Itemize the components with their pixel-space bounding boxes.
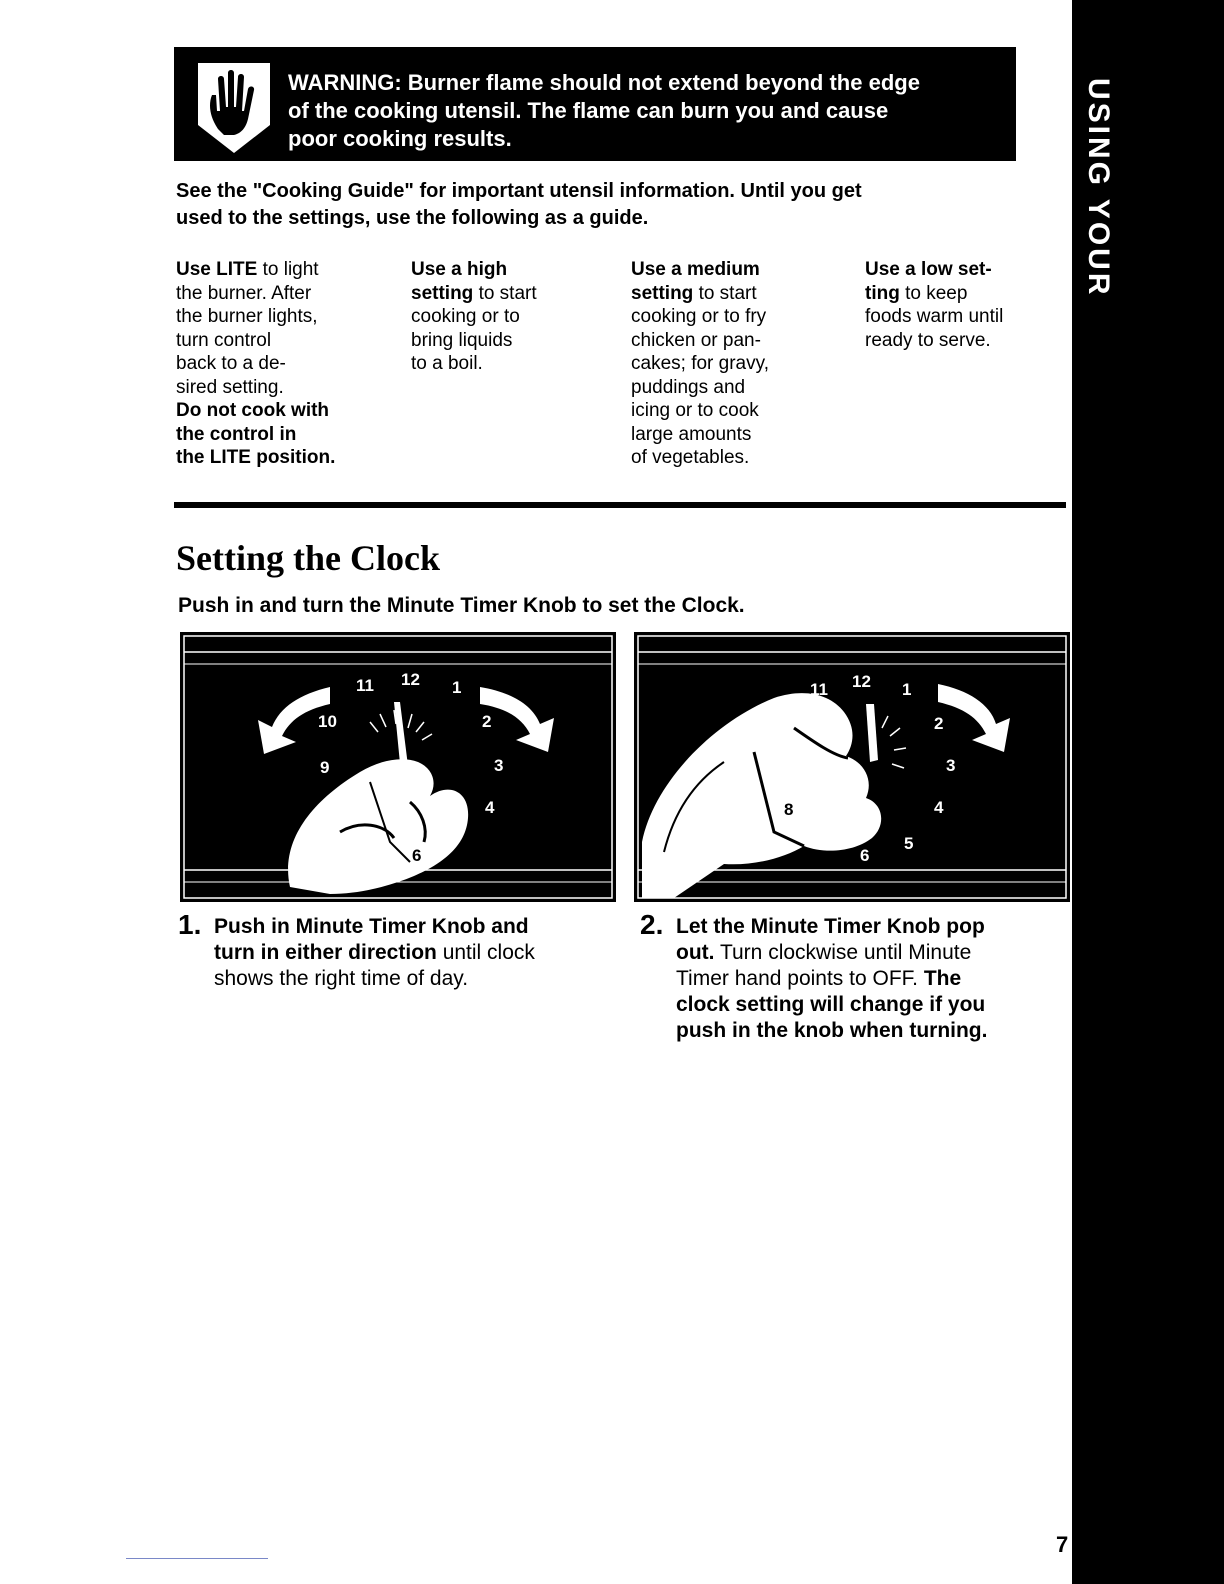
section-divider	[174, 502, 1066, 508]
guide-column-high	[411, 258, 621, 376]
warning-line: WARNING: Burner flame should not extend beyond the edge	[288, 70, 920, 95]
dial-number: 6	[412, 846, 422, 865]
guide-warning: the LITE position.	[176, 447, 336, 468]
guide-text: bring liquids	[411, 329, 513, 351]
dial-number: 2	[934, 714, 944, 733]
guide-column-lite	[176, 258, 386, 470]
step-bold: The	[923, 967, 962, 990]
intro-line: See the "Cooking Guide" for important utensil information. Until you get	[176, 180, 862, 202]
side-tab-label: USING YOUR RANGE	[1042, 78, 1115, 298]
dial-number: 1	[452, 678, 462, 697]
guide-lead: ting	[865, 282, 900, 304]
guide-text: sired setting.	[176, 376, 284, 398]
guide-text: to start	[698, 282, 757, 304]
warning-box	[174, 47, 1016, 161]
dial-numbers-2	[634, 632, 1070, 902]
guide-text: to start	[478, 282, 537, 304]
dial-number: 4	[934, 798, 944, 817]
guide-lead: Use a high	[411, 259, 508, 280]
dial-number: 12	[401, 670, 420, 689]
guide-lead: Use LITE	[176, 259, 258, 280]
warning-line: of the cooking utensil. The flame can burn you and cause	[288, 98, 889, 123]
step-normal: Timer hand points to OFF.	[676, 967, 918, 990]
step-bold: Let the Minute Timer Knob pop	[676, 915, 985, 938]
guide-warning: the control in	[176, 423, 297, 445]
step-normal: Turn clockwise until Minute	[719, 941, 972, 964]
guide-text: puddings and	[631, 376, 746, 398]
step-bold: push in the knob when turning.	[676, 1019, 988, 1042]
section-subtitle: Push in and turn the Minute Timer Knob to set the Clock.	[178, 594, 745, 617]
step-bold: out.	[676, 941, 715, 964]
guide-column-medium	[631, 258, 851, 470]
dial-number: 11	[356, 676, 374, 695]
footer-line	[126, 1558, 268, 1559]
dial-number: 1	[902, 680, 912, 699]
guide-lead: Use a low set-	[865, 259, 992, 280]
intro-line: used to the settings, use the following as a guide.	[176, 207, 649, 229]
guide-text: cakes; for gravy,	[631, 353, 769, 374]
guide-text: back to a de-	[176, 353, 286, 374]
page-number: 7	[1056, 1532, 1069, 1557]
warning-text	[288, 69, 1003, 153]
guide-text: foods warm until	[865, 306, 1004, 327]
dial-number: 2	[482, 712, 492, 731]
dial-number: 3	[946, 756, 956, 775]
dial-number: 12	[852, 672, 871, 691]
guide-lead: setting	[631, 282, 694, 304]
intro-paragraph	[176, 178, 1026, 232]
section-title: Setting the Clock	[176, 538, 440, 578]
guide-column-low	[865, 258, 1065, 352]
hand-warning-icon	[186, 55, 282, 155]
guide-text: turn control	[176, 329, 272, 351]
guide-text: cooking or to	[411, 306, 520, 327]
step-text	[676, 914, 987, 1044]
guide-text: of vegetables.	[631, 447, 750, 468]
guide-text: cooking or to fry	[631, 306, 767, 327]
step-normal: shows the right time of day.	[214, 967, 469, 990]
guide-warning: Do not cook with	[176, 400, 330, 421]
guide-text: ready to serve.	[865, 329, 991, 351]
guide-text: large amounts	[631, 423, 752, 445]
guide-text: to keep	[905, 282, 968, 304]
step-bold: Push in Minute Timer Knob and	[214, 915, 529, 938]
guide-text: to a boil.	[411, 353, 483, 374]
dial-number: 10	[318, 712, 337, 731]
step-number: 2.	[640, 909, 664, 940]
dial-numbers-1	[180, 632, 616, 902]
dial-number: 5	[904, 834, 914, 853]
dial-number: 3	[494, 756, 504, 775]
dial-number: 4	[485, 798, 495, 817]
step-number: 1.	[178, 909, 202, 940]
guide-lead: Use a medium	[631, 259, 760, 280]
step-text	[214, 914, 535, 992]
guide-text: the burner. After	[176, 282, 312, 304]
warning-line: poor cooking results.	[288, 126, 512, 151]
guide-text: icing or to cook	[631, 400, 759, 421]
dial-number: 9	[320, 758, 330, 777]
guide-lead: setting	[411, 282, 474, 304]
step-bold: clock setting will change if you	[676, 993, 986, 1016]
guide-text: chicken or pan-	[631, 329, 761, 351]
guide-text: to light	[262, 259, 319, 280]
guide-text: the burner lights,	[176, 306, 318, 327]
step-normal: until clock	[442, 941, 535, 964]
dial-number: 8	[784, 800, 794, 819]
dial-number: 6	[860, 846, 870, 865]
dial-number: 11	[810, 680, 828, 699]
step-bold: turn in either direction	[214, 941, 437, 964]
